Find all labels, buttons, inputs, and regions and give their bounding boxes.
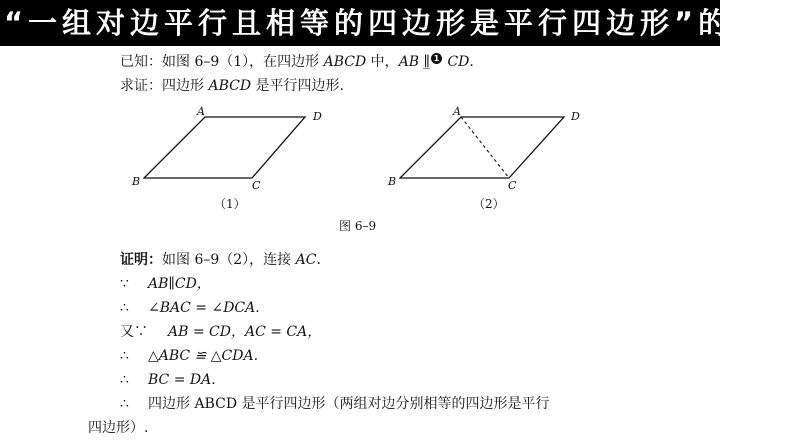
fig1-label-B: B	[132, 175, 141, 188]
proof-step-expr: BC = DA.	[148, 372, 216, 388]
parallelogram-2	[400, 117, 564, 178]
proof-intro-seg: AC	[295, 252, 317, 268]
proof-step-symbol: ∵	[120, 276, 129, 292]
proof-step	[120, 298, 260, 318]
proof-conclusion-cont: 四边形）.	[88, 420, 149, 436]
proof-step	[120, 370, 216, 390]
fig2-label-C: C	[508, 179, 517, 192]
fig2-label-A: A	[453, 105, 461, 118]
prove-suffix: 是平行四边形.	[251, 78, 344, 94]
proof-intro-text: 如图 6–9（2），连接	[162, 252, 296, 268]
given-seg2: CD	[447, 54, 470, 70]
proof-heading: 证明：	[120, 252, 162, 268]
prove-prefix: 求证：四边形	[120, 78, 209, 94]
figure-1-label: （1）	[214, 197, 246, 211]
proof-step	[120, 346, 258, 366]
fig1-label-D: D	[313, 110, 322, 123]
prove-quad: ABCD	[208, 78, 252, 94]
proof-step-symbol: ∴	[120, 372, 129, 388]
diagonal-AC	[461, 117, 509, 178]
proof-conclusion	[120, 394, 550, 414]
page-title: “一组对边平行且相等的四边形是平行四边形”的证明	[0, 0, 720, 46]
fig1-label-A: A	[197, 105, 205, 118]
proof-step	[120, 274, 211, 294]
given-prefix: 已知：如图 6–9（1），在四边形	[120, 54, 324, 70]
proof-step-expr: AB∥CD，	[148, 276, 211, 292]
proof-step-expr: ∠BAC = ∠DCA.	[148, 300, 260, 316]
proof-intro	[120, 250, 321, 270]
proof-step-expr: AB = CD，AC = CA，	[168, 324, 322, 340]
given-quad: ABCD	[323, 54, 367, 70]
given-end: .	[469, 54, 474, 70]
footnote-marker: 1	[431, 53, 442, 64]
proof-conclusion-symbol: ∴	[120, 396, 129, 412]
proof-step-symbol: ∴	[120, 300, 129, 316]
fig2-label-D: D	[571, 110, 580, 123]
figure-caption: 图 6–9	[339, 219, 377, 233]
fig1-label-C: C	[252, 179, 261, 192]
proof-conclusion-line1: 四边形 ABCD 是平行四边形（两组对边分别相等的四边形是平行	[148, 396, 550, 412]
given-seg1: AB	[398, 54, 420, 70]
figure-2-label: （2）	[473, 197, 505, 211]
fig2-label-B: B	[388, 175, 397, 188]
proof-step-expr: △ABC ≌ △CDA.	[148, 348, 259, 364]
parallel-equal-symbol: ∥̲	[423, 54, 431, 70]
given-middle: 中，	[366, 54, 399, 70]
proof-step-symbol: ∴	[120, 348, 129, 364]
proof-intro-end: .	[316, 252, 321, 268]
proof-step	[120, 322, 321, 342]
proof-step-symbol: 又∵	[120, 324, 148, 340]
